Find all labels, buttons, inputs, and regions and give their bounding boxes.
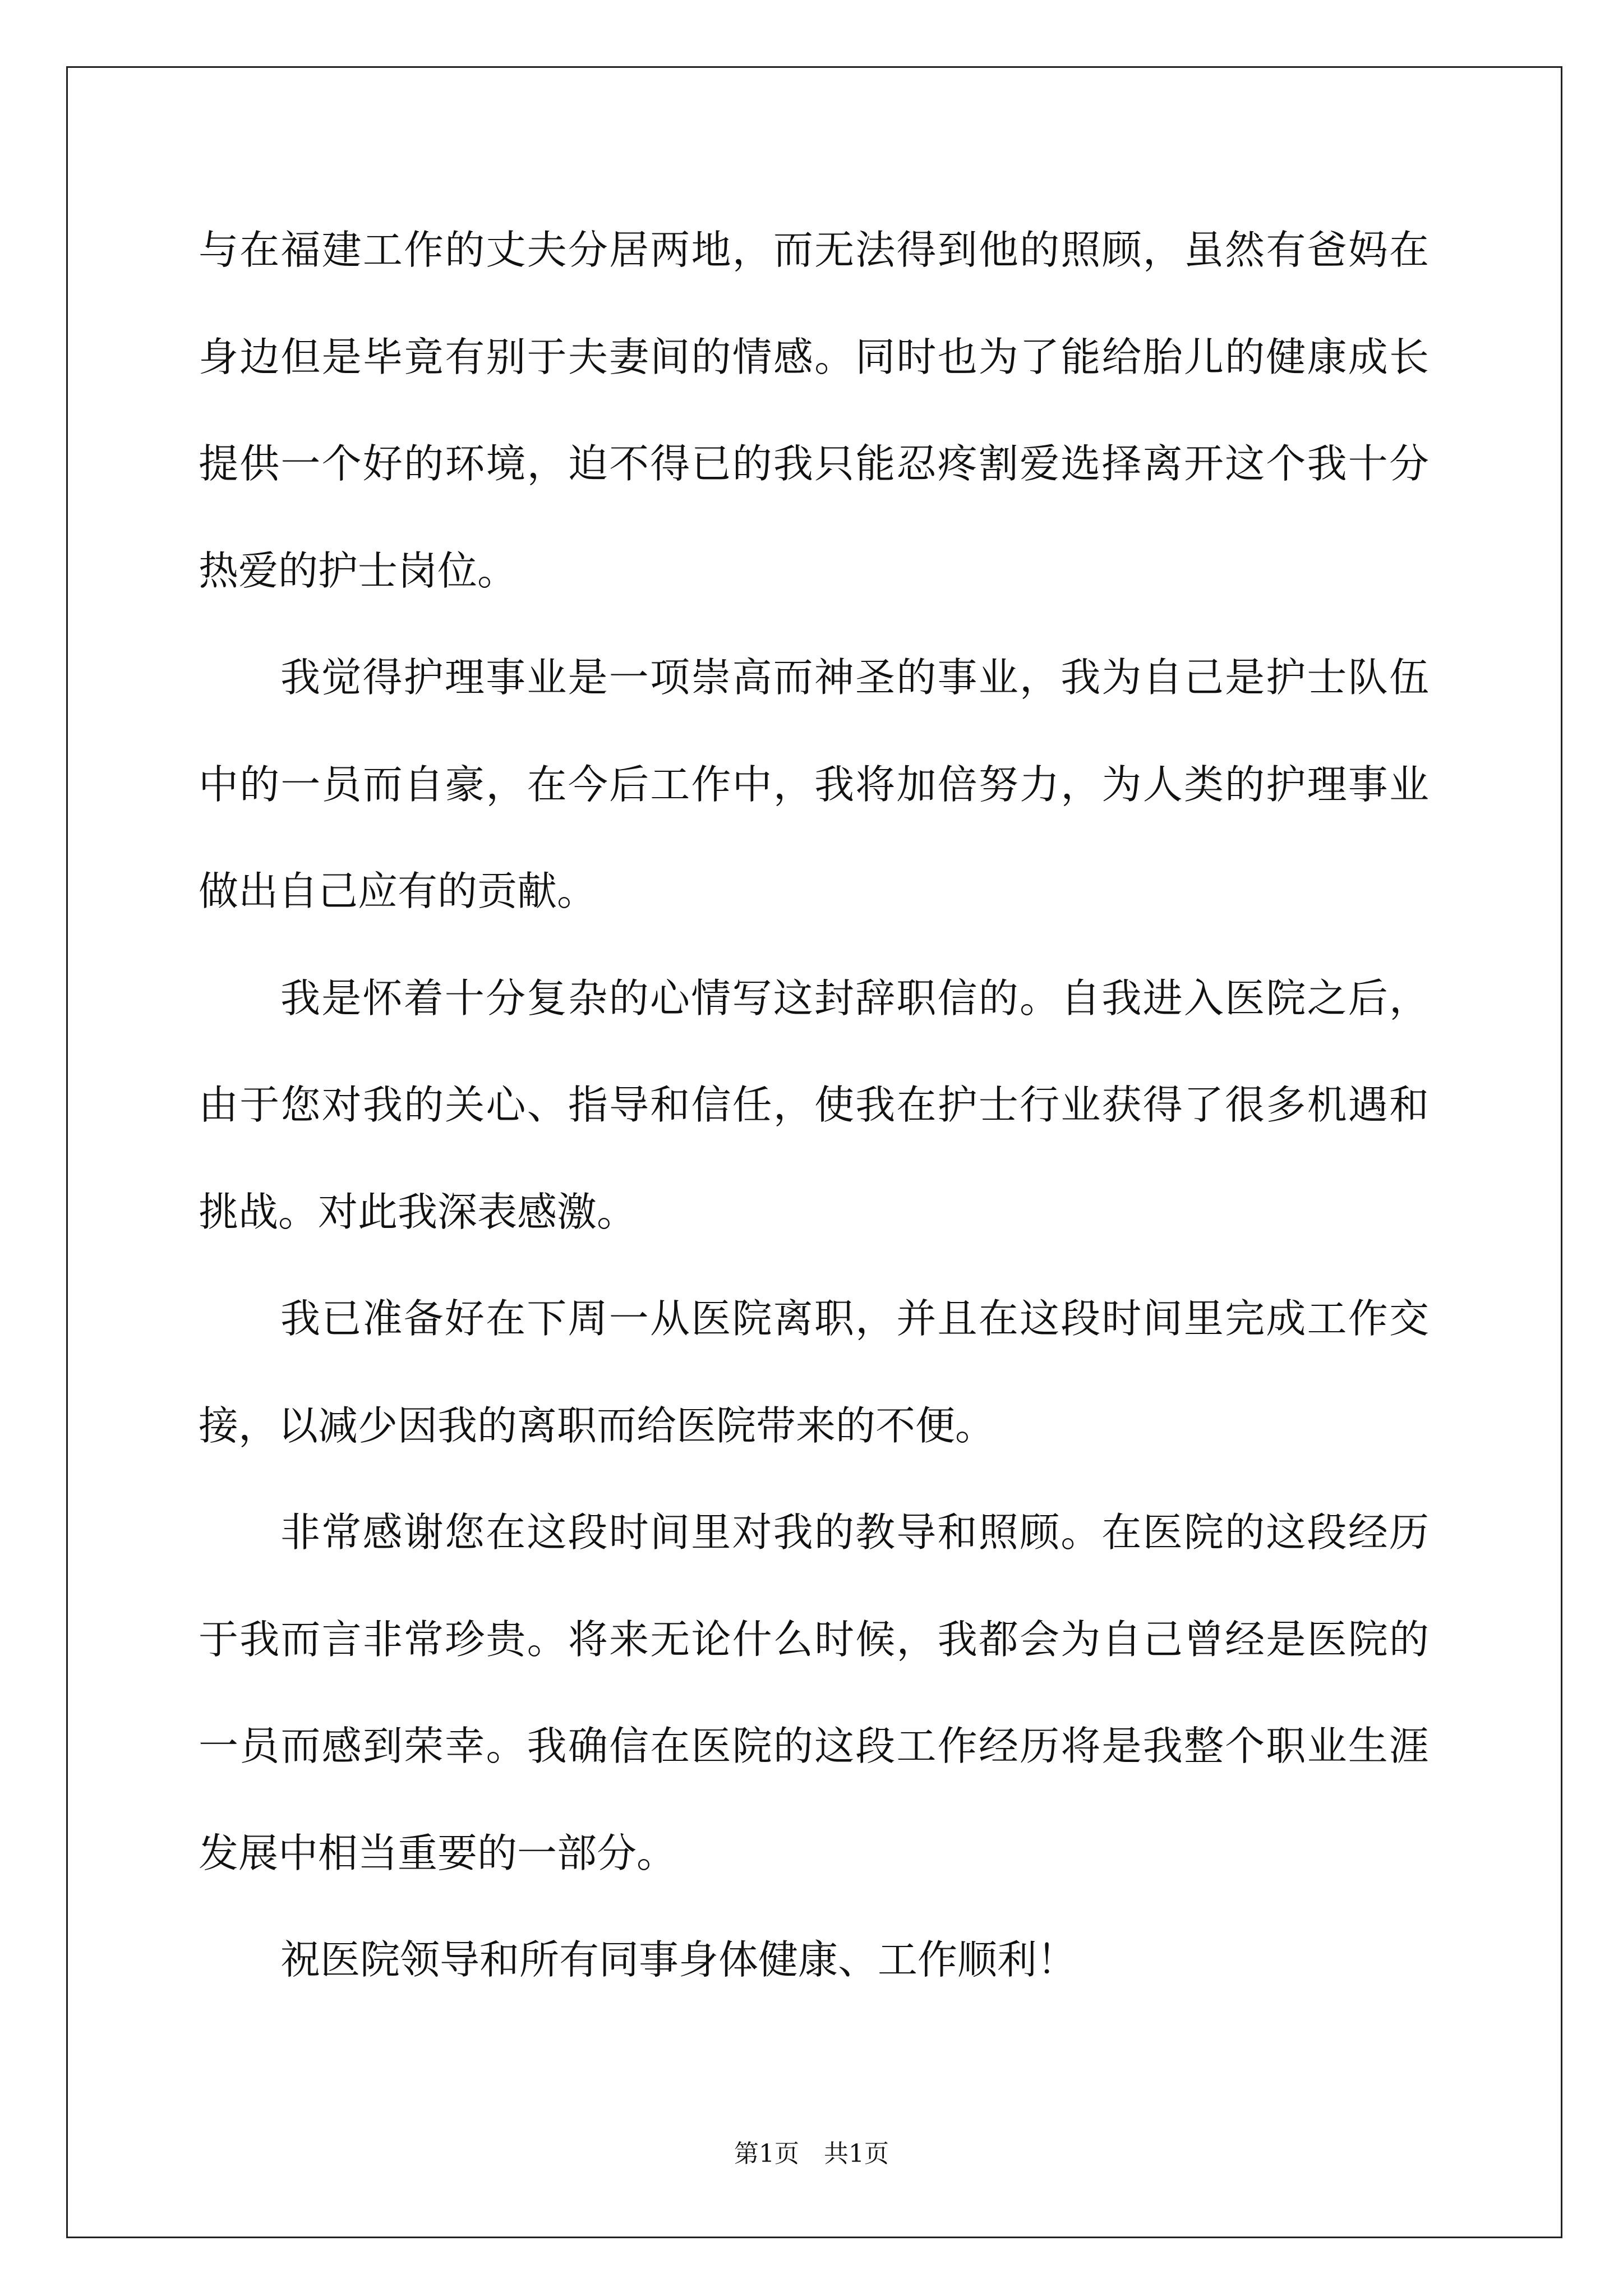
page-total: 共1页 bbox=[824, 2139, 889, 2168]
text-line: 做出自己应有的贡献。 bbox=[199, 868, 597, 914]
paragraph-handover bbox=[199, 1266, 1429, 1479]
text-line: 热爱的护士岗位。 bbox=[199, 547, 518, 594]
text-line: 于我而言非常珍贵。将来无论什么时候，我都会为自己曾经是医院的 bbox=[199, 1616, 1429, 1663]
text-line: 我是怀着十分复杂的心情写这封辞职信的。自我进入医院之后， bbox=[280, 974, 1429, 1022]
text-line: 我觉得护理事业是一项崇高而神圣的事业，我为自己是护士队伍 bbox=[280, 654, 1429, 701]
text-line: 提供一个好的环境，迫不得已的我只能忍疼割爱选择离开这个我十分 bbox=[199, 440, 1429, 487]
paragraph-closing-wishes bbox=[199, 1907, 1429, 2014]
text-line: 与在福建工作的丈夫分居两地，而无法得到他的照顾，虽然有爸妈在 bbox=[199, 227, 1429, 273]
text-line: 我已准备好在下周一从医院离职，并且在这段时间里完成工作交 bbox=[280, 1295, 1429, 1342]
text-line: 非常感谢您在这段时间里对我的教导和照顾。在医院的这段经历 bbox=[280, 1509, 1429, 1556]
document-body bbox=[199, 197, 1429, 2014]
text-line: 中的一员而自豪，在今后工作中，我将加倍努力，为人类的护理事业 bbox=[199, 761, 1429, 808]
paragraph-nursing-career bbox=[199, 624, 1429, 945]
text-line: 祝医院领导和所有同事身体健康、工作顺利！ bbox=[280, 1936, 1077, 1983]
paragraph-resignation-feelings bbox=[199, 945, 1429, 1266]
page-footer bbox=[0, 2140, 1623, 2168]
text-line: 由于您对我的关心、指导和信任，使我在护士行业获得了很多机遇和 bbox=[199, 1082, 1429, 1128]
paragraph-gratitude bbox=[199, 1479, 1429, 1907]
text-line: 发展中相当重要的一部分。 bbox=[199, 1829, 677, 1876]
page-number: 第1页 bbox=[734, 2139, 799, 2168]
text-line: 挑战。对此我深表感激。 bbox=[199, 1188, 637, 1235]
text-line: 身边但是毕竟有别于夫妻间的情感。同时也为了能给胎儿的健康成长 bbox=[199, 333, 1429, 380]
text-line: 一员而感到荣幸。我确信在医院的这段工作经历将是我整个职业生涯 bbox=[199, 1723, 1429, 1769]
paragraph-continuation bbox=[199, 197, 1429, 624]
text-line: 接，以减少因我的离职而给医院带来的不便。 bbox=[199, 1402, 995, 1449]
